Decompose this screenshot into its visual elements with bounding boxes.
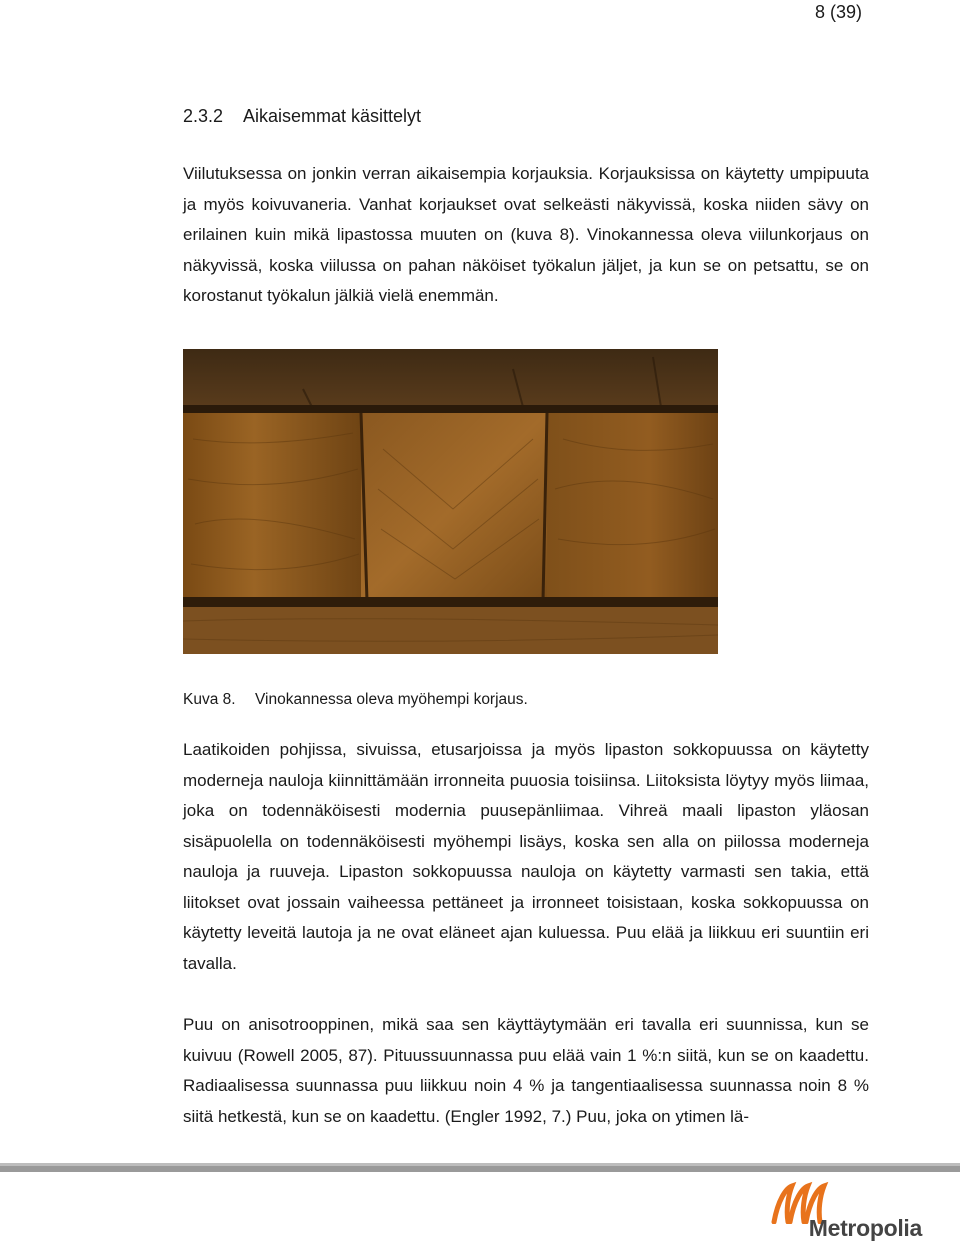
figure-caption-text: Vinokannessa oleva myöhempi korjaus. <box>255 691 528 708</box>
metropolia-logo <box>762 1180 922 1244</box>
section-number: 2.3.2 <box>183 106 224 126</box>
logo-text: Metropolia <box>808 1215 922 1241</box>
section-heading <box>183 104 421 128</box>
figure-caption <box>183 690 528 710</box>
paragraph-2: Laatikoiden pohjissa, sivuissa, etusarjoissa ja myös lipaston sokkopuussa on käytetty moderneja nauloja kiinnittämään irronneita puuosia toisiinsa. Liitoksista löytyy myös liimaa, joka on todennäköisesti modernia puusepänliimaa. Vihreä maali lipaston yläosan sisäpuolella on todennäköisesti myöhempi lisäys, koska sen alla on piilossa moderneja nauloja ja ruuveja. Lipaston sokkopuussa nauloja on käytetty varmasti sen takia, että liitokset ovat jossain vaiheessa pettäneet ja irronneet toisistaan, koska sokkopuussa on käytetty leveitä lautoja ja ne ovat eläneet ajan kuluessa. Puu elää ja liikkuu eri suuntiin eri tavalla. <box>183 740 869 973</box>
wood-veneer-image <box>183 349 718 654</box>
figure-label: Kuva 8. <box>183 691 236 708</box>
paragraph-1: Viilutuksessa on jonkin verran aikaisempia korjauksia. Korjauksissa on käytetty umpipuuta ja myös koivuvaneria. Vanhat korjaukset ovat selkeästi näkyvissä, koska niiden sävy on erilainen kuin mikä lipastossa muuten on (kuva 8). Vinokannessa oleva viilunkorjaus on näkyvissä, koska viilussa on pahan näköiset työkalun jäljet, ja kun se on petsattu, se on korostanut työkalun jälkiä vielä enemmän. <box>183 164 869 305</box>
paragraph-3: Puu on anisotrooppinen, mikä saa sen käyttäytymään eri tavalla eri suunnissa, kun se kuivuu (Rowell 2005, 87). Pituussuunnassa puu elää vain 1 %:n siitä, kun se on kaadettu. Radiaalisessa suunnassa puu liikkuu noin 4 % ja tangentiaalisessa suunnassa noin 8 % siitä hetkestä, kun se on kaadettu. (Engler 1992, 7.) Puu, joka on ytimen lä- <box>183 1015 869 1126</box>
footer-bar <box>0 1158 960 1178</box>
page-number: 8 (39) <box>814 2 862 22</box>
section-title: Aikaisemmat käsittelyt <box>243 106 422 126</box>
figure-wood-photo <box>183 349 718 654</box>
